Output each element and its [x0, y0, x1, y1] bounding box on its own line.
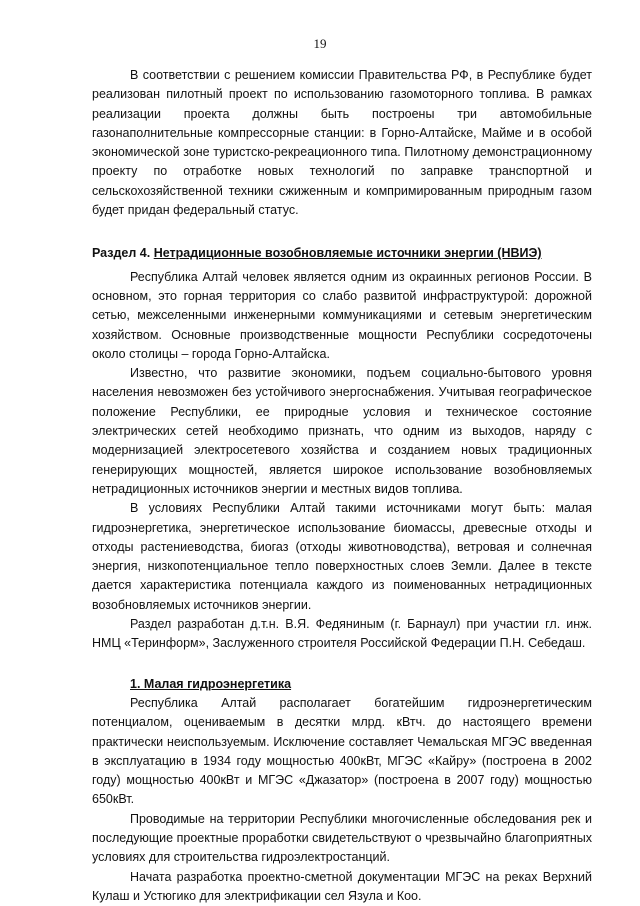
section-paragraph: В условиях Республики Алтай такими источниками могут быть: малая гидроэнергетика, энергетическое использование биомассы, древесные отходы и отходы растениеводства, биогаз (отходы животноводства), ветровая и солнечная энергия, низкопотенциальное тепло поверхностных слоев Земли. Далее в тексте дается характеристика потенциала каждого из поименованных нетрадиционных возобновляемых источников энергии. [92, 501, 592, 612]
subsection-paragraph: Проводимые на территории Республики многочисленные обследования рек и последующие проектные проработки свидетельствуют о чрезвычайно благоприятных условиях для строительства гидроэлектростанций. [92, 811, 592, 865]
section-title: Нетрадиционные возобновляемые источники энергии (НВИЭ) [153, 246, 542, 261]
page-content [92, 66, 592, 906]
section-paragraph: Известно, что развитие экономики, подъем социально-бытового уровня населения невозможен без устойчивого энергоснабжения. Учитывая географическое положение Республики, ее природные условия и техническое состояние электрических сетей необходимо признать, что одним из выходов, наряду с модернизацией электросетевого хозяйства и созданием новых традиционных генерирующих мощностей, является широкое использование возобновляемых нетрадиционных источников энергии и местных видов топлива. [92, 366, 592, 496]
intro-paragraph: В соответствии с решением комиссии Правительства РФ, в Республике будет реализован пилотный проект по использованию газомоторного топлива. В рамках реализации проекта должны быть построены три автомобильные газонаполнительные компрессорные станции: в Горно-Алтайске, Майме и в особой экономической зоне туристско-рекреационного типа. Пилотному демонстрационному проекту по отработке новых технологий по заправке транспортной и сельскохозяйственной техники сжиженным и компримированным природным газом будет придан федеральный статус. [92, 68, 592, 218]
spacer [92, 220, 592, 244]
section-paragraph: Раздел разработан д.т.н. В.Я. Федяниным (г. Барнаул) при участии гл. инж. НМЦ «Теринформ», Заслуженного строителя Российской Федерации П.Н. Себедаш. [92, 617, 592, 651]
page-number: 19 [313, 36, 327, 51]
subsection-paragraph: Республика Алтай располагает богатейшим гидроэнергетическим потенциалом, оцениваемым в десятки млрд. кВтч. до настоящего времени практически неиспользуемым. Исключение составляет Чемальская МГЭС введенная в эксплуатацию в 1934 году мощностью 400кВт, МГЭС «Кайру» (построена в 2002 году) мощностью 400кВт и МГЭС «Джазатор» (построена в 2007 году) мощностью 650кВт. [92, 695, 592, 807]
section-paragraph: Республика Алтай человек является одним из окраинных регионов России. В основном, это горная территория со слабо развитой инфраструктурой: дорожной сетью, межселенными инженерными коммуникациями и сетевым энергетическим хозяйством. Основные производственные мощности Республики сосредоточены около столицы – города Горно-Алтайска. [92, 269, 592, 361]
section-heading [92, 244, 592, 263]
subsection-paragraph: Начата разработка проектно-сметной документации МГЭС на реках Верхний Кулаш и Устюгико для электрификации сел Язула и Коо. [92, 869, 592, 903]
subsection-heading: 1. Малая гидроэнергетика [130, 676, 292, 691]
spacer [92, 654, 592, 675]
section-prefix: Раздел 4. [92, 246, 154, 261]
